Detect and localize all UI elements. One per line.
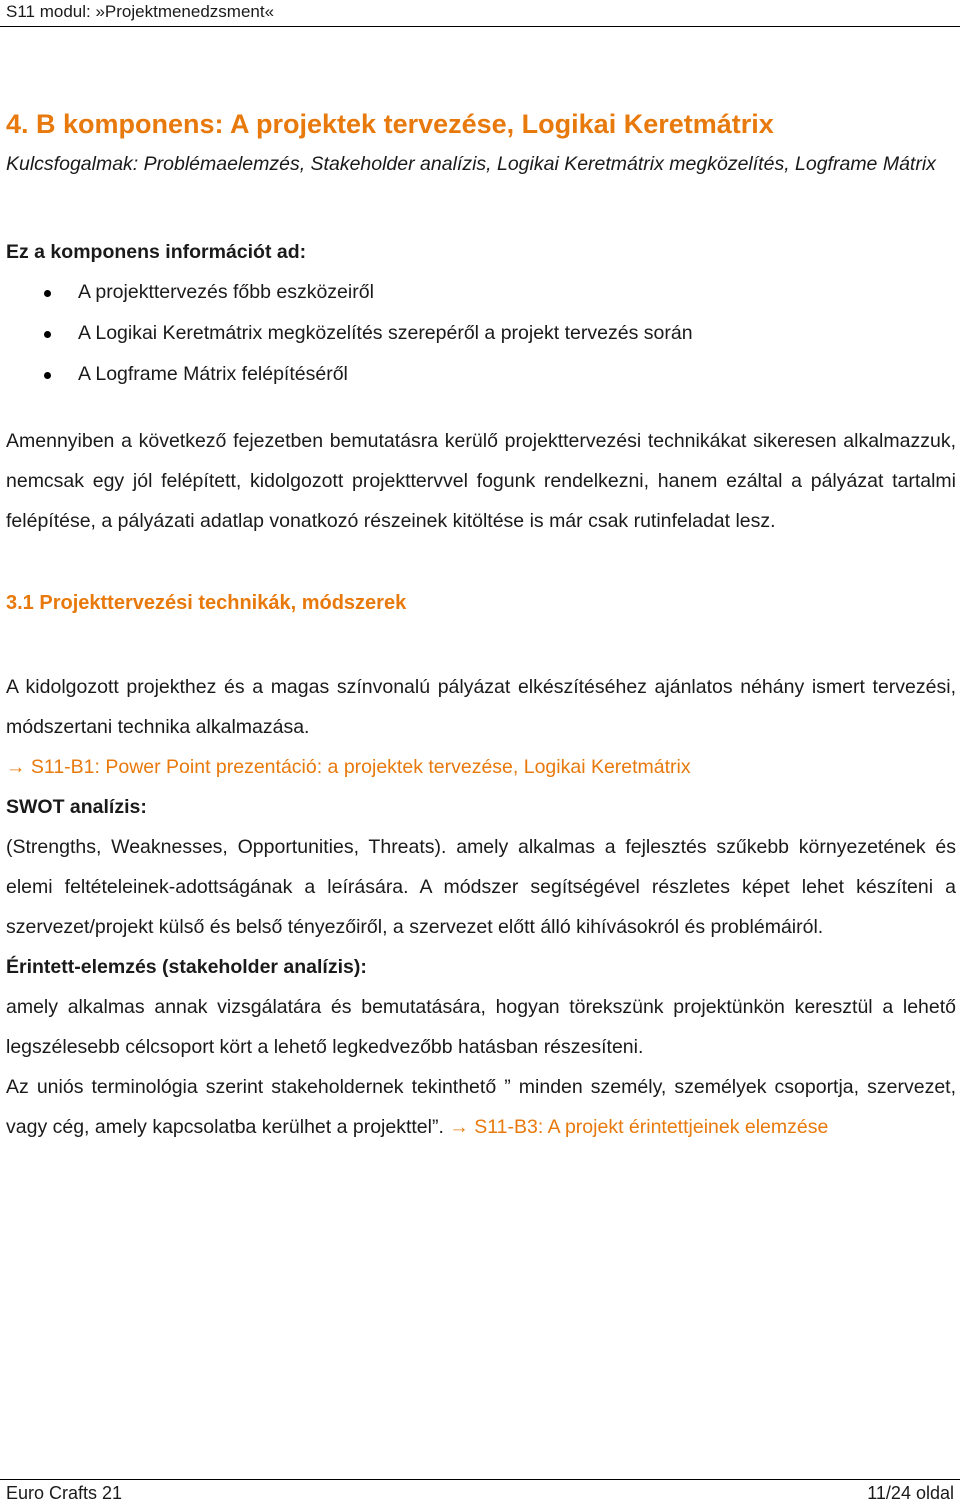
- subsection-heading: 3.1 Projekttervezési technikák, módszerek: [6, 592, 407, 614]
- footer-left: Euro Crafts 21: [6, 1483, 123, 1503]
- header-title: S11 modul: »Projektmenedzsment«: [6, 2, 275, 21]
- page-footer: [0, 1479, 960, 1504]
- ref-link-b1[interactable]: → S11-B1: Power Point prezentáció: a projektek tervezése, Logikai Keretmátrix: [6, 756, 691, 778]
- stakeholder-text: amely alkalmas annak vizsgálatára és bemutatására, hogyan törekszünk projektünkön keresztül a lehető legszélesebb célcsoport kört a lehető legkedvezőbb hatásban részesíteni.: [6, 996, 956, 1058]
- bullet-icon: [44, 372, 51, 379]
- stakeholder-definition: Az uniós terminológia szerint stakeholdernek tekinthető ” minden személy, személyek csoportja, szervezet, vagy cég, amely kapcsolatba kerülhet a projekttel”. → S11-B3: A projekt érintettjeinek elemzése: [6, 1076, 956, 1138]
- list-item: A Logframe Mátrix felépítéséről: [78, 354, 956, 395]
- bullet-icon: [44, 331, 51, 338]
- bullet-icon: [44, 290, 51, 297]
- arrow-right-icon: →: [449, 1116, 469, 1138]
- list-item: A projekttervezés főbb eszközeiről: [78, 272, 956, 313]
- ref-link-b3[interactable]: S11-B3: A projekt érintettjeinek elemzése: [474, 1116, 829, 1138]
- page-number: 11/24 oldal: [867, 1483, 954, 1503]
- swot-text: (Strengths, Weaknesses, Opportunities, Threats). amely alkalmas a fejlesztés szűkebb környezetének és elemi feltételeinek-adottságának a leírására. A módszer segítségével részletes képet lehet készíteni a szervezet/projekt külső és belső tényezőiről, a szervezet előtt álló kihívásokról és problémáiról.: [6, 836, 956, 938]
- subsection-intro: A kidolgozott projekthez és a magas színvonalú pályázat elkészítéséhez ajánlatos néhány ismert tervezési, módszertani technika alkalmazása.: [6, 676, 956, 738]
- page-content: [6, 104, 956, 1147]
- component-paragraph: Amennyiben a következő fejezetben bemutatásra kerülő projekttervezési technikákat sikeresen alkalmazzuk, nemcsak egy jól felépített, kidolgozott projekttervvel fogunk rendelkezni, hanem ezáltal a pályázat tartalmi felépítése, a pályázati adatlap vonatkozó részeinek kitöltése is már csak rutinfeladat lesz.: [6, 430, 956, 532]
- swot-title: SWOT analízis:: [6, 796, 147, 818]
- component-list: [6, 272, 956, 395]
- arrow-right-icon: →: [6, 756, 26, 778]
- component-intro: Ez a komponens információt ad:: [6, 241, 307, 263]
- stakeholder-title: Érintett-elemzés (stakeholder analízis):: [6, 956, 367, 978]
- section-heading: 4. B komponens: A projektek tervezése, Logikai Keretmátrix: [6, 109, 774, 139]
- page-header: [0, 0, 960, 27]
- keywords: Kulcsfogalmak: Problémaelemzés, Stakeholder analízis, Logikai Keretmátrix megközelítés, Logframe Mátrix: [6, 153, 936, 175]
- list-item: A Logikai Keretmátrix megközelítés szerepéről a projekt tervezés során: [78, 313, 956, 354]
